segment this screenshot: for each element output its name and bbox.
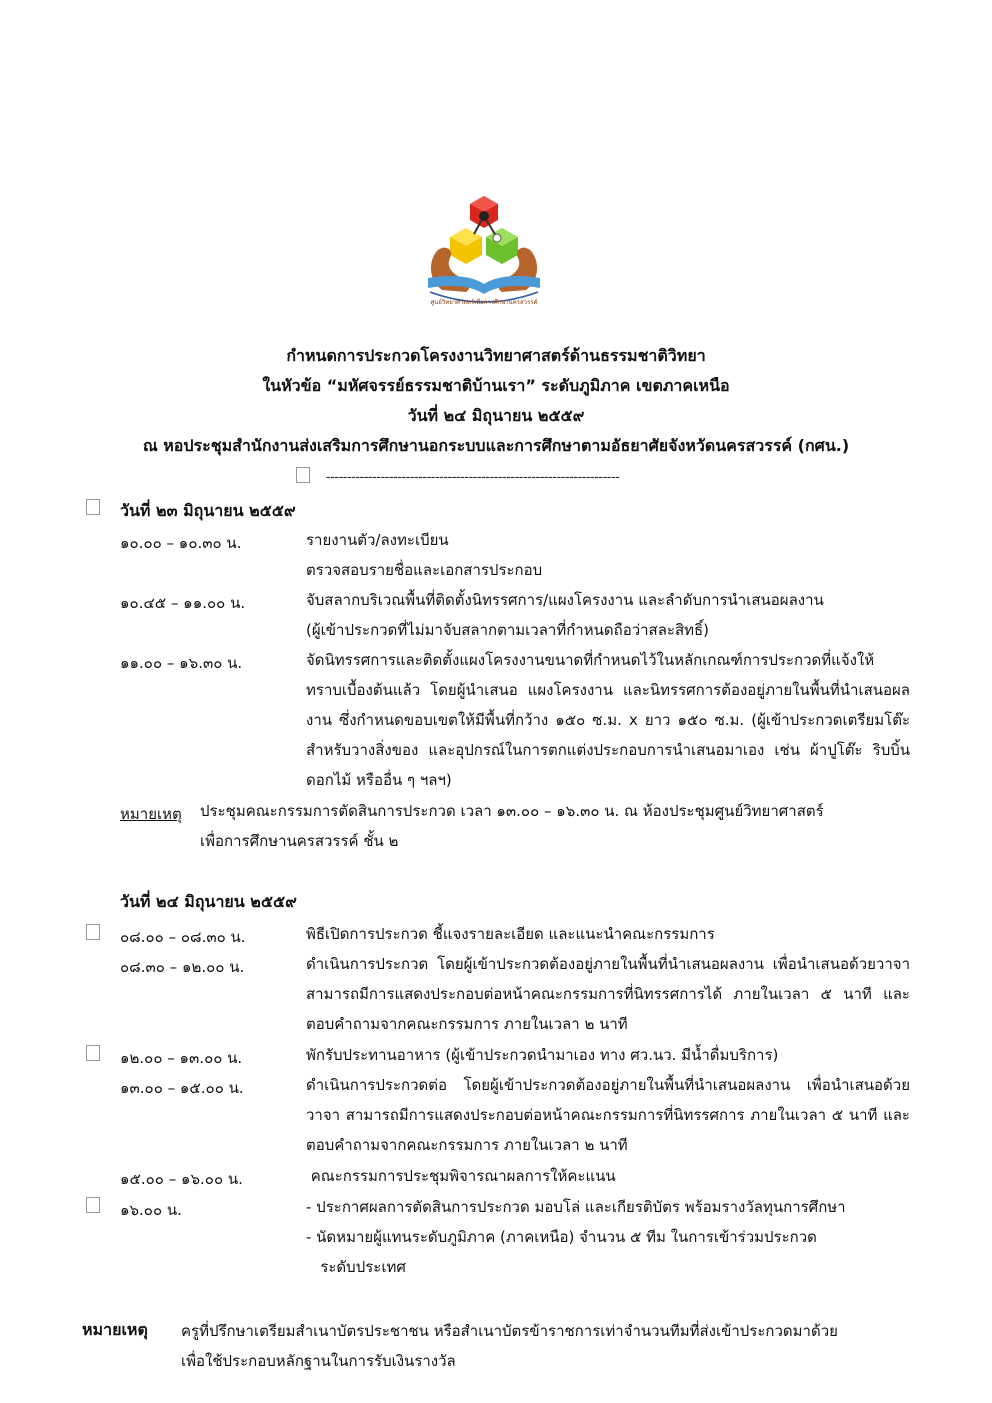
schedule-time: ๐๘.๓๐ – ๑๒.๐๐ น. bbox=[120, 958, 245, 976]
schedule-desc: จับสลากบริเวณพื้นที่ติดตั้งนิทรรศการ/แผงโครงงาน และลำดับการนำเสนอผลงาน (ผู้เข้าประกวดที่ไม่มาจับสลากตามเวลาที่กำหนดถือว่าสละสิทธิ์) bbox=[306, 591, 824, 639]
header-title-line2: ในหัวข้อ “มหัศจรรย์ธรรมชาติบ้านเรา” ระดับภูมิภาค เขตภาคเหนือ bbox=[262, 376, 730, 395]
schedule-time: ๑๖.๐๐ น. bbox=[120, 1201, 182, 1219]
separator-line: ---------------------------------------------------------------------- bbox=[326, 470, 620, 485]
schedule-time: ๑๐.๐๐ – ๑๐.๓๐ น. bbox=[120, 534, 242, 552]
checkbox-icon bbox=[86, 499, 100, 515]
header-date: วันที่ ๒๔ มิถุนายน ๒๕๕๙ bbox=[407, 406, 585, 425]
schedule-desc: คณะกรรมการประชุมพิจารณาผลการให้คะแนน bbox=[306, 1167, 616, 1185]
schedule-time: ๑๒.๐๐ – ๑๓.๐๐ น. bbox=[120, 1049, 243, 1067]
note-label: หมายเหตุ bbox=[120, 805, 182, 823]
footer-note-text: ครูที่ปรึกษาเตรียมสำเนาบัตรประชาชน หรือสำเนาบัตรข้าราชการเท่าจำนวนทีมที่ส่งเข้าประกวดมาด้วย เพื่อใช้ประกอบหลักฐานในการรับเงินรางวัล bbox=[181, 1322, 838, 1370]
logo-caption: ศูนย์วิทยาศาสตร์เพื่อการศึกษานครสวรรค์ bbox=[430, 299, 538, 306]
schedule-time: ๐๘.๐๐ – ๐๘.๓๐ น. bbox=[120, 928, 246, 946]
schedule-desc: - ประกาศผลการตัดสินการประกวด มอบโล่ และเกียรติบัตร พร้อมรางวัลทุนการศึกษา - นัดหมายผู้แทนระดับภูมิภาค (ภาคเหนือ) จำนวน ๕ ทีม ในการเข้าร่วมประกวด ระดับประเทศ bbox=[306, 1198, 846, 1276]
schedule-desc: รายงานตัว/ลงทะเบียน ตรวจสอบรายชื่อและเอกสารประกอบ bbox=[306, 531, 543, 579]
header-title-line1: กำหนดการประกวดโครงงานวิทยาศาสตร์ด้านธรรมชาติวิทยา bbox=[286, 346, 706, 365]
checkbox-icon bbox=[86, 1197, 100, 1213]
schedule-time: ๑๐.๔๕ – ๑๑.๐๐ น. bbox=[120, 594, 246, 612]
schedule-desc: จัดนิทรรศการและติดตั้งแผงโครงงานขนาดที่กำหนดไว้ในหลักเกณฑ์การประกวดที่แจ้งให้ทราบเบื้องต้นแล้ว โดยผู้นำเสนอ แผงโครงงาน และนิทรรศการต้องอยู่ภายในพื้นที่นำเสนอผลงาน ซึ่งกำหนดขอบเขตให้มีพื้นที่กว้าง ๑๕๐ ซ.ม. x ยาว ๑๕๐ ซ.ม. (ผู้เข้าประกวดเตรียมโต๊ะสำหรับวางสิ่งของ และอุปกรณ์ในการตกแต่งประกอบการนำเสนอมาเอง เช่น ผ้าปูโต๊ะ ริบบิ้น ดอกไม้ หรืออื่น ๆ ฯลฯ) bbox=[306, 651, 910, 789]
checkbox-icon bbox=[296, 467, 310, 483]
schedule-desc: ดำเนินการประกวด โดยผู้เข้าประกวดต้องอยู่ภายในพื้นที่นำเสนอผลงาน เพื่อนำเสนอด้วยวาจา สามารถมีการแสดงประกอบต่อหน้าคณะกรรมการที่นิทรรศการได้ ภายในเวลา ๕ นาที และตอบคำถามจากคณะกรรมการ ภายในเวลา ๒ นาที bbox=[306, 955, 910, 1033]
schedule-time: ๑๓.๐๐ – ๑๕.๐๐ น. bbox=[120, 1079, 244, 1097]
checkbox-icon bbox=[86, 924, 100, 940]
schedule-time: ๑๕.๐๐ – ๑๖.๐๐ น. bbox=[120, 1170, 243, 1188]
footer-note-label: หมายเหตุ bbox=[82, 1320, 148, 1339]
checkbox-icon bbox=[86, 1045, 100, 1061]
organization-logo bbox=[422, 194, 546, 308]
schedule-desc: ดำเนินการประกวดต่อ โดยผู้เข้าประกวดต้องอยู่ภายในพื้นที่นำเสนอผลงาน เพื่อนำเสนอด้วยวาจา สามารถมีการแสดงประกอบต่อหน้าคณะกรรมการที่นิทรรศการ ภายในเวลา ๕ นาที และตอบคำถามจากคณะกรรมการ ภายในเวลา ๒ นาที bbox=[306, 1076, 910, 1154]
note-text: ประชุมคณะกรรมการตัดสินการประกวด เวลา ๑๓.๐๐ – ๑๖.๓๐ น. ณ ห้องประชุมศูนย์วิทยาศาสตร์ เพื่อการศึกษานครสวรรค์ ชั้น ๒ bbox=[200, 802, 824, 850]
header-venue: ณ หอประชุมสำนักงานส่งเสริมการศึกษานอกระบบและการศึกษาตามอัธยาศัยจังหวัดนครสวรรค์ (กศน.) bbox=[142, 436, 850, 455]
schedule-time: ๑๑.๐๐ – ๑๖.๓๐ น. bbox=[120, 654, 243, 672]
schedule-desc: พิธีเปิดการประกวด ชี้แจงรายละเอียด และแนะนำคณะกรรมการ bbox=[306, 925, 715, 943]
day1-heading: วันที่ ๒๓ มิถุนายน ๒๕๕๙ bbox=[120, 501, 296, 520]
schedule-desc: พักรับประทานอาหาร (ผู้เข้าประกวดนำมาเอง ทาง ศว.นว. มีน้ำดื่มบริการ) bbox=[306, 1046, 779, 1064]
day2-heading: วันที่ ๒๔ มิถุนายน ๒๕๕๙ bbox=[120, 892, 297, 911]
